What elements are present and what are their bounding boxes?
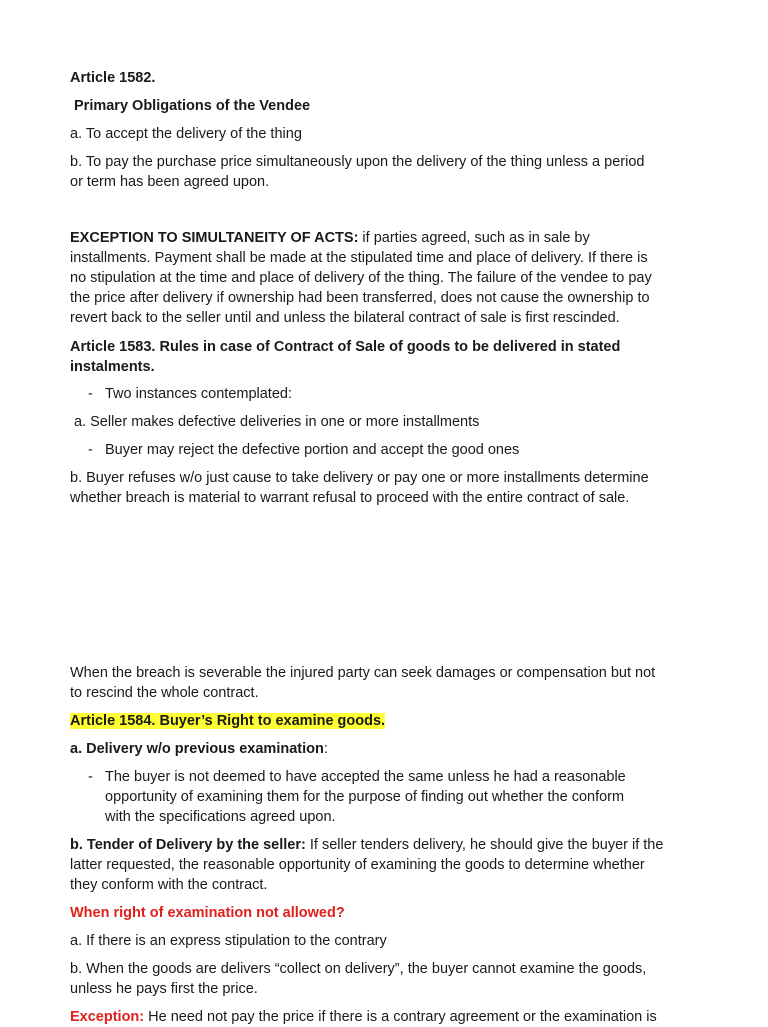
text-line: When the breach is severable the injured party can seek damages or compensation but not — [70, 665, 656, 681]
article-1584-item-a — [70, 739, 710, 759]
text-line: whether breach is material to warrant refusal to proceed with the entire contract of sale. — [70, 490, 630, 506]
item-a-colon: : — [323, 741, 328, 757]
article-1583-item-a: a. Seller makes defective deliveries in one or more installments — [74, 414, 480, 430]
text-line: Article 1583. Rules in case of Contract of Sale of goods to be delivered in stated — [70, 339, 621, 355]
text-line: b. Buyer refuses w/o just cause to take delivery or pay one or more installments determine — [70, 470, 649, 486]
item-b-text: If seller tenders delivery, he should give the buyer if the — [305, 837, 664, 853]
item-a-label: a. Delivery w/o previous examination — [70, 741, 324, 757]
article-1582-item-b — [70, 152, 710, 192]
text-line: no stipulation at the time and place of delivery of the thing. The failure of the vendee to pay — [70, 270, 652, 286]
text-line: b. When the goods are delivers “collect on delivery”, the buyer cannot examine the goods, — [70, 961, 647, 977]
article-1584-item-b — [70, 835, 710, 895]
dash-bullet: - — [88, 386, 93, 402]
text-line: installments. Payment shall be made at the stipulated time and place of delivery. If there is — [70, 250, 648, 266]
article-1582-subtitle: Primary Obligations of the Vendee — [74, 98, 311, 114]
item-b-label: b. Tender of Delivery by the seller: — [70, 837, 306, 853]
article-1583-bullet-1: Two instances contemplated: — [105, 386, 292, 402]
text-line: opportunity of examining them for the purpose of finding out whether the conform — [105, 789, 625, 805]
severable-breach-paragraph — [70, 663, 710, 703]
text-line — [70, 228, 710, 248]
exception-simultaneity-paragraph — [70, 228, 710, 328]
article-1583-title — [70, 337, 710, 377]
exception-text: if parties agreed, such as in sale by — [358, 230, 590, 246]
text-line: to rescind the whole contract. — [70, 685, 259, 701]
text-line: revert back to the seller until and unless the bilateral contract of sale is first rescinded. — [70, 310, 620, 326]
article-1582-item-a: a. To accept the delivery of the thing — [70, 126, 302, 142]
not-allowed-exception — [70, 1007, 710, 1027]
text-line: instalments. — [70, 359, 155, 375]
text-line: the price after delivery if ownership had been transferred, does not cause the ownership to — [70, 290, 650, 306]
article-1584-title — [70, 711, 710, 731]
dash-bullet: - — [88, 769, 93, 785]
text-line: The buyer is not deemed to have accepted the same unless he had a reasonable — [105, 769, 626, 785]
article-1582-title: Article 1582. — [70, 70, 156, 86]
text-line: unless he pays first the price. — [70, 981, 258, 997]
not-allowed-item-a: a. If there is an express stipulation to the contrary — [70, 933, 387, 949]
article-1583-bullet-2: Buyer may reject the defective portion and accept the good ones — [105, 442, 520, 458]
text-line: or term has been agreed upon. — [70, 174, 270, 190]
not-allowed-heading: When right of examination not allowed? — [70, 905, 345, 921]
text-line: with the specifications agreed upon. — [105, 809, 336, 825]
text-line — [70, 835, 710, 855]
dash-bullet: - — [88, 442, 93, 458]
article-1583-item-b — [70, 468, 710, 508]
text-line: latter requested, the reasonable opportunity of examining the goods to determine whether — [70, 857, 645, 873]
text-line: they conform with the contract. — [70, 877, 268, 893]
highlighted-title: Article 1584. Buyer’s Right to examine goods. — [70, 713, 386, 729]
text-line: b. To pay the purchase price simultaneously upon the delivery of the thing unless a period — [70, 154, 645, 170]
article-1584-bullet — [105, 767, 715, 827]
not-allowed-item-b — [70, 959, 710, 999]
exception-text: He need not pay the price if there is a contrary agreement or the examination is — [144, 1009, 657, 1025]
exception-label: Exception: — [70, 1009, 145, 1025]
exception-label: EXCEPTION TO SIMULTANEITY OF ACTS: — [70, 230, 359, 246]
